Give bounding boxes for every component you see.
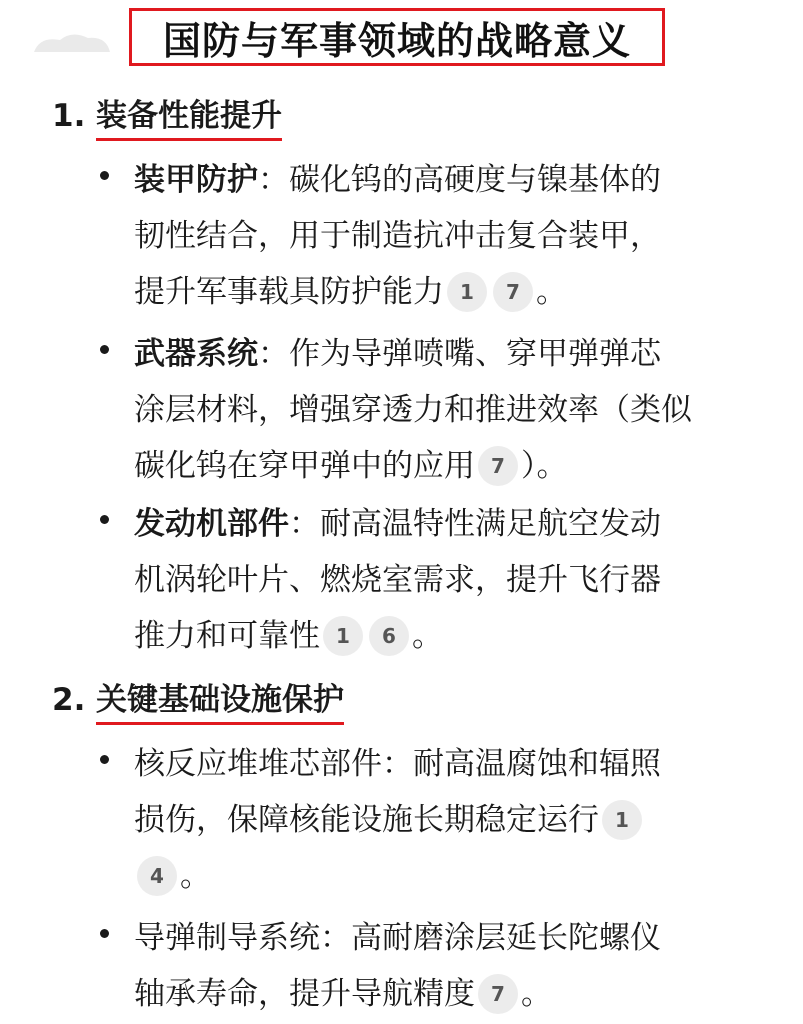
text-line: [134, 208, 754, 264]
citation-badge[interactable]: 1: [447, 272, 487, 312]
list-item-body: [134, 910, 754, 1022]
text-line: [134, 966, 754, 1022]
line-text: 碳化钨在穿甲弹中的应用: [134, 448, 475, 484]
section-heading: [52, 680, 344, 725]
text-line: [134, 264, 754, 320]
bullet-dot: [100, 929, 109, 938]
text-line: [134, 910, 754, 966]
bullet-dot: [100, 515, 109, 524]
list-item-body: [134, 326, 754, 494]
citation-badge[interactable]: 7: [478, 974, 518, 1014]
line-text: 机涡轮叶片、燃烧室需求，提升飞行器: [134, 562, 661, 598]
citation-badge[interactable]: 4: [137, 856, 177, 896]
citation-badge[interactable]: 7: [478, 446, 518, 486]
line-text: ：碳化钨的高硬度与镍基体的: [258, 162, 661, 198]
line-text: 推力和可靠性: [134, 618, 320, 654]
section-heading: [52, 96, 282, 141]
list-item-body: [134, 736, 754, 904]
text-line: [134, 848, 754, 904]
section-number: 2.: [52, 682, 86, 718]
citation-badge[interactable]: 1: [323, 616, 363, 656]
line-tail: 。: [536, 274, 567, 310]
line-text: 导弹制导系统：高耐磨涂层延长陀螺仪: [134, 920, 661, 956]
list-item-body: [134, 496, 754, 664]
line-text: 损伤，保障核能设施长期稳定运行: [134, 802, 599, 838]
line-text: ：耐高温特性满足航空发动: [289, 506, 661, 542]
text-line: [134, 552, 754, 608]
line-text: 提升军事载具防护能力: [134, 274, 444, 310]
line-text: 轴承寿命，提升导航精度: [134, 976, 475, 1012]
citation-badge[interactable]: 1: [602, 800, 642, 840]
text-line: [134, 608, 754, 664]
line-text: 涂层材料，增强穿透力和推进效率（类似: [134, 392, 692, 428]
text-line: [134, 326, 754, 382]
page-title: 国防与军事领域的战略意义: [162, 18, 631, 63]
text-line: [134, 792, 754, 848]
text-line: [134, 496, 754, 552]
section-number: 1.: [52, 98, 86, 134]
line-text: ：作为导弹喷嘴、穿甲弹弹芯: [258, 336, 661, 372]
line-tail: 。: [412, 618, 443, 654]
section-title: 装备性能提升: [96, 96, 282, 141]
text-line: [134, 152, 754, 208]
citation-badge[interactable]: 6: [369, 616, 409, 656]
text-line: [134, 736, 754, 792]
page-title-box: [129, 8, 665, 66]
text-line: [134, 382, 754, 438]
watermark-logo: [30, 28, 114, 58]
citation-badge[interactable]: 7: [493, 272, 533, 312]
item-term: 武器系统: [134, 336, 258, 372]
line-tail: 。: [521, 976, 552, 1012]
list-item-body: [134, 152, 754, 320]
line-tail: 。: [180, 858, 211, 894]
section-title: 关键基础设施保护: [96, 680, 344, 725]
line-text: 韧性结合，用于制造抗冲击复合装甲，: [134, 218, 661, 254]
line-tail: ）。: [521, 448, 568, 484]
item-term: 装甲防护: [134, 162, 258, 198]
bullet-dot: [100, 755, 109, 764]
item-term: 发动机部件: [134, 506, 289, 542]
line-text: 核反应堆堆芯部件：耐高温腐蚀和辐照: [134, 746, 661, 782]
text-line: [134, 438, 754, 494]
bullet-dot: [100, 345, 109, 354]
bullet-dot: [100, 171, 109, 180]
